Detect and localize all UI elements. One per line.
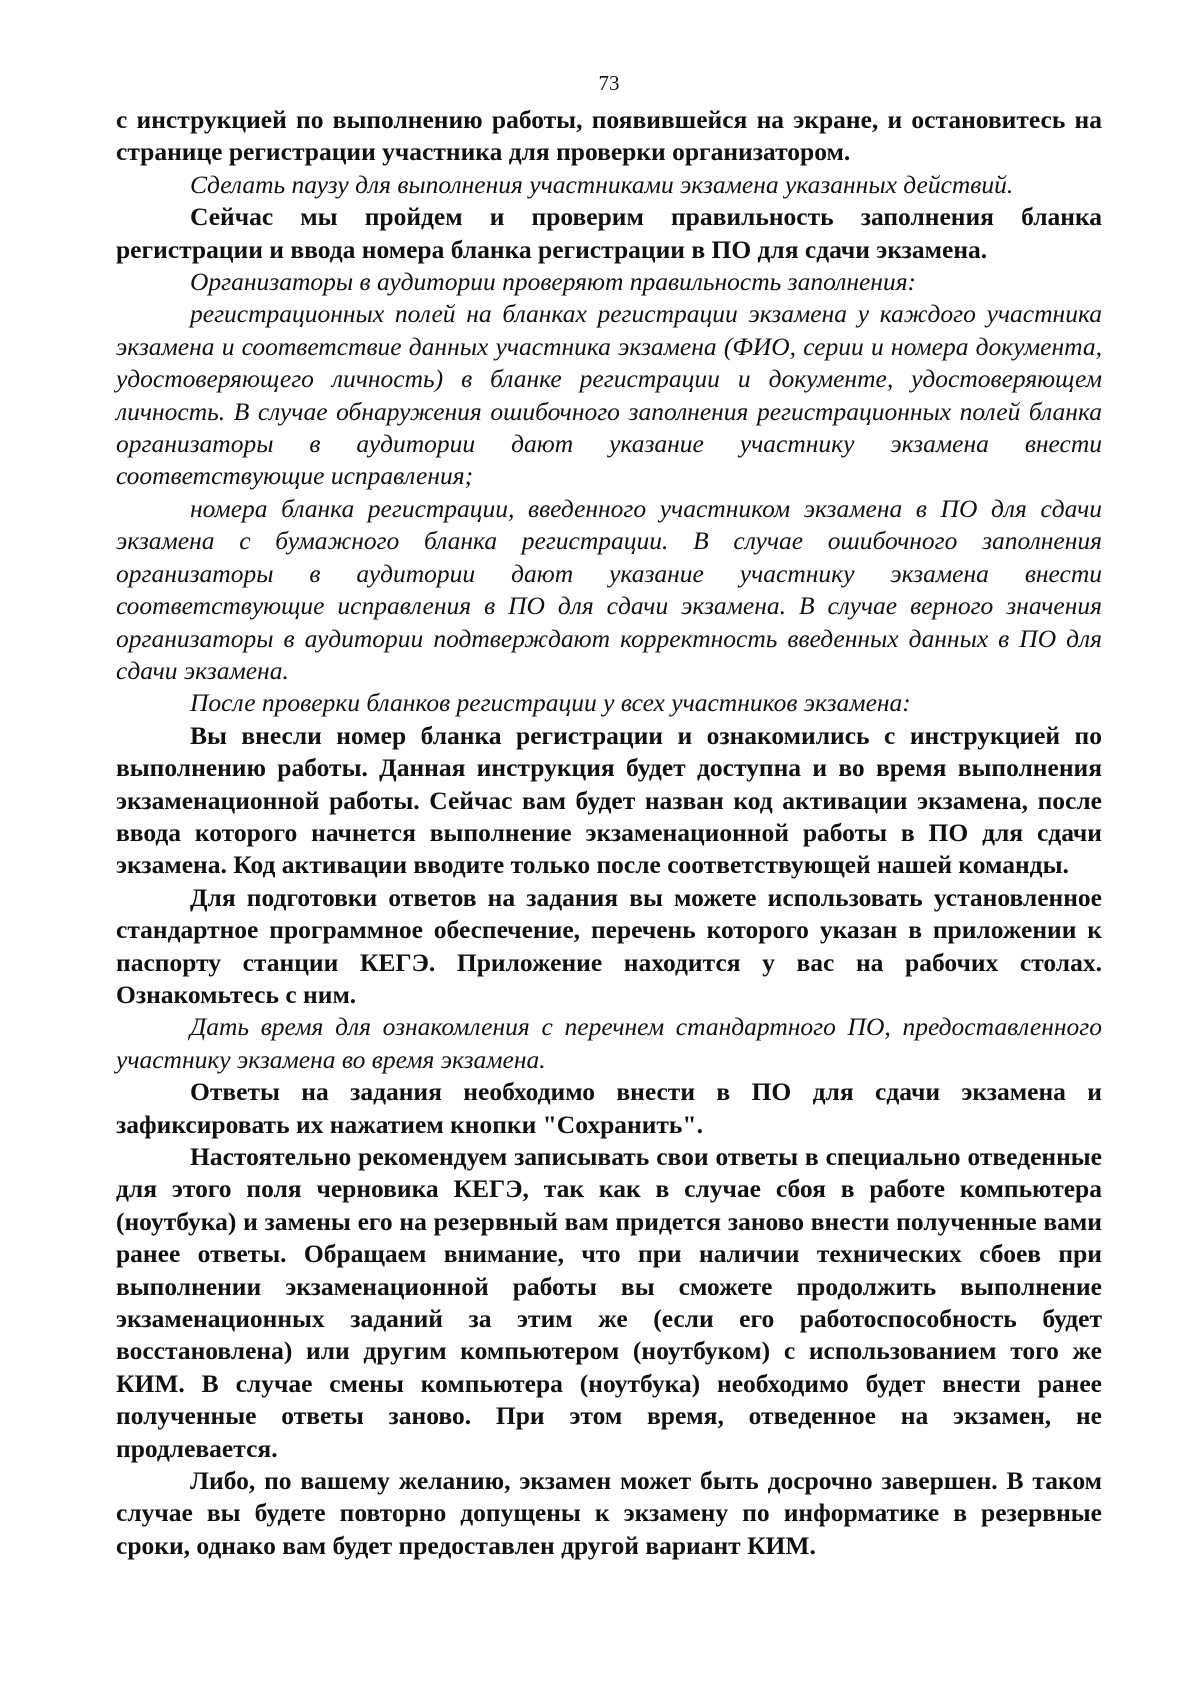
document-page — [116, 70, 1102, 1562]
paragraph-standard-software: Для подготовки ответов на задания вы можете использовать установленное стандартное программное обеспечение, перечень которого указан в приложении к паспорту станции КЕГЭ. Приложение находится у вас на рабочих столах. Ознакомьтесь с ним. — [116, 882, 1102, 1009]
paragraph-form-number: номера бланка регистрации, введенного участником экзамена в ПО для сдачи экзамена с бумажного бланка регистрации. В случае ошибочного заполнения организаторы в аудитории дают указание участнику экзамена внести соответствующие исправления в ПО для сдачи экзамена. В случае верного значения организаторы в аудитории подтверждают корректность введенных данных в ПО для сдачи экзамена. — [116, 493, 1102, 685]
paragraph-software-review-note: Дать время для ознакомления с перечнем стандартного ПО, предоставленного участнику экзамена во время экзамена. — [116, 1012, 1102, 1074]
paragraph-organizers-check: Организаторы в аудитории проверяют правильность заполнения: — [190, 267, 917, 297]
page-number: 73 — [598, 71, 620, 95]
paragraph-instruction-continue: с инструкцией по выполнению работы, появившейся на экране, и остановитесь на странице регистрации участника для проверки организатором. — [116, 105, 1102, 167]
paragraph-draft-recommendation: Настоятельно рекомендуем записывать свои ответы в специально отведенные для этого поля черновика КЕГЭ, так как в случае сбоя в работе компьютера (ноутбука) и замены его на резервный вам придется заново внести полученные вами ранее ответы. Обращаем внимание, что при наличии технических сбоев при выполнении экзаменационной работы вы сможете продолжить выполнение экзаменационных заданий за этим же (если его работоспособность будет восстановлена) или другим компьютером (ноутбуком) с использованием того же КИМ. В случае смены компьютера (ноутбука) необходимо будет внести ранее полученные ответы заново. При этом время, отведенное на экзамен, не продлевается. — [116, 1142, 1102, 1463]
paragraph-activation-code: Вы внесли номер бланка регистрации и ознакомились с инструкцией по выполнению работы. Данная инструкция будет доступна и во время выполнения экзаменационной работы. Сейчас вам будет назван код активации экзамена, после ввода которого начнется выполнение экзаменационной работы в ПО для сдачи экзамена. Код активации вводите только после соответствующей нашей команды. — [116, 720, 1102, 880]
paragraph-pause-note: Сделать паузу для выполнения участниками экзамена указанных действий. — [190, 169, 1014, 199]
paragraph-after-check: После проверки бланков регистрации у всех участников экзамена: — [190, 688, 911, 718]
paragraph-registration-fields: регистрационных полей на бланках регистрации экзамена у каждого участника экзамена и соответствие данных участника экзамена (ФИО, серии и номера документа, удостоверяющего личность) в бланке регистрации и документе, удостоверяющем личность. В случае обнаружения ошибочного заполнения регистрационных полей бланка организаторы в аудитории дают указание участнику экзамена внести соответствующие исправления; — [116, 299, 1102, 491]
paragraph-early-finish: Либо, по вашему желанию, экзамен может быть досрочно завершен. В таком случае вы будете повторно допущены к экзамену по информатике в резервные сроки, однако вам будет предоставлен другой вариант КИМ. — [116, 1466, 1102, 1560]
paragraph-check-registration: Сейчас мы пройдем и проверим правильность заполнения бланка регистрации и ввода номера бланка регистрации в ПО для сдачи экзамена. — [116, 202, 1102, 264]
paragraph-save-answers: Ответы на задания необходимо внести в ПО для сдачи экзамена и зафиксировать их нажатием кнопки "Сохранить". — [116, 1077, 1102, 1139]
